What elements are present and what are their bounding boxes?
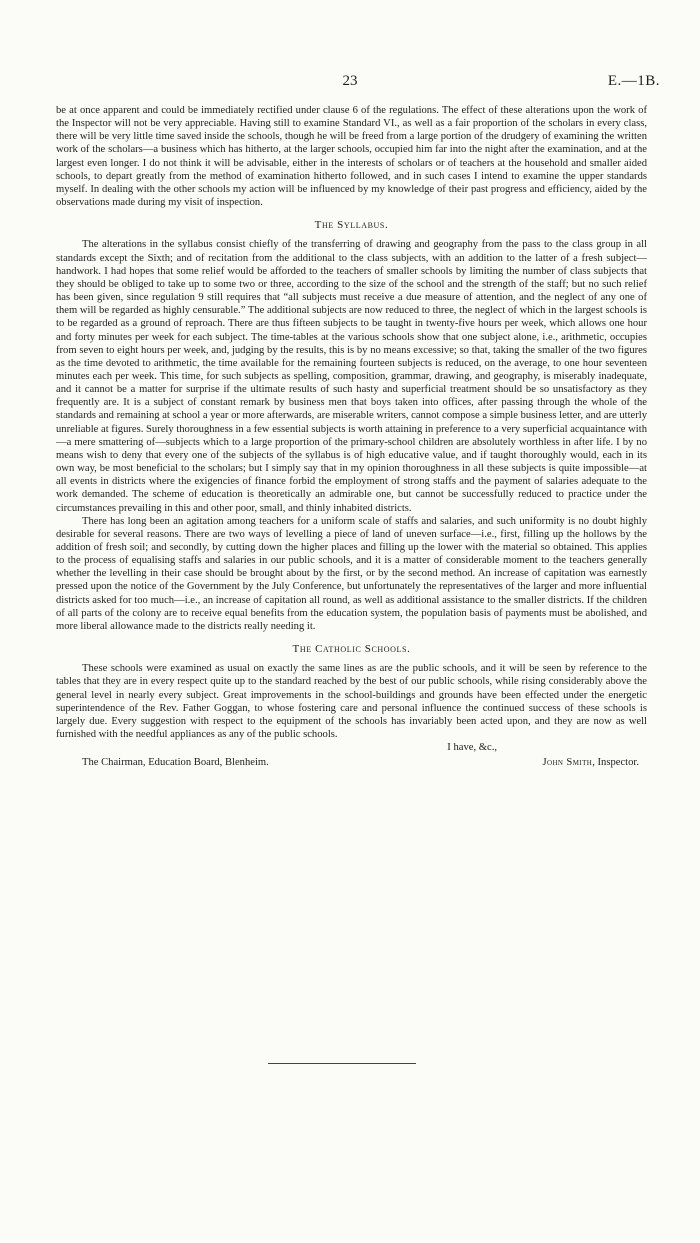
catholic-schools-paragraph: These schools were examined as usual on exactly the same lines as are the public schools, and it will be seen by reference to the tables that they are in every respect quite up to the standard reached by the best of our public schools, while rising considerably above the general level in nearly every subject. Great improvements in the school-buildings and grounds have been effected under the energetic superintendence of the Rev. Father Goggan, to whose fostering care and personal influence the continued success of these schools is largely due. Every suggestion with respect to the equipment of the schools has invariably been acted upon, and they are now as well furnished with the needful appliances as any of the public schools.	[56, 663, 647, 741]
syllabus-paragraph-1: The alterations in the syllabus consist chiefly of the transferring of drawing and geography from the pass to the class group in all standards except the Sixth; and of recitation from the additional to the class subjects, with an addition to the latter of a fresh subject—handwork. I had hopes that some relief would be afforded to the teachers of smaller schools by limiting the number of class subjects that they should be obliged to take up to some two or three, according to the size of the school and the strength of the staff; but no such relief has been given, since regulation 9 still requires that “all subjects must receive a due measure of attention, and the neglect of any one of them will be regarded as highly censurable.” The additional subjects are now reduced to three, the neglect of which in the largest schools is to be regarded as a ground of reproach. There are thus fifteen subjects to be taught in twenty-five hours per week, which allows one hour and forty minutes per week for each subject. The time-tables at the various schools show that one subject alone, i.e., arithmetic, occupies from seven to eight hours per week, and, judging by the results, this is by no means excessive; so that, taking the smaller of the two figures as the time devoted to arithmetic, the time available for the remaining fourteen subjects is reduced, on the average, to one hour seventeen minutes each per week. This time, for such subjects as spelling, composition, grammar, drawing, and geography, is miserably inadequate, and it cannot be a matter for surprise if the ultimate results of such hasty and superficial treatment should be so unsatisfactory as they frequently are. It is a subject of constant remark by business men that boys taken into offices, after passing through the whole of the standards and remaining at school a year or more afterwards, are miserable writers, cannot compose a simple business letter, and are utterly unreliable at figures. Surely thoroughness in a few essential subjects is worth attaining in preference to a very superficial acquaintance with—a mere smattering of—subjects which to a large proportion of the primary-school children are absolutely worthless in after life. I by no means wish to deny that every one of the subjects of the syllabus is of high educative value, and if taught thoroughly would, each in its own way, be most beneficial to the scholars; but I simply say that in my opinion thoroughness in all these subjects is quite impossible—at all events in districts where the exigencies of finance forbid the employment of strong staffs and the payment of salaries adequate to the work demanded. The scheme of education is theoretically an admirable one, but cannot be successfully reduced to practice under the circumstances prevailing in this and other poor, small, and thinly inhabited districts.	[56, 239, 647, 514]
end-rule	[268, 1063, 416, 1064]
addressee: The Chairman, Education Board, Blenheim.	[82, 757, 269, 769]
signature-block	[56, 754, 647, 769]
syllabus-heading: The Syllabus.	[314, 219, 389, 232]
page-number: 23	[342, 73, 358, 89]
signature-title: , Inspector.	[592, 757, 639, 769]
syllabus-paragraph-2: There has long been an agitation among teachers for a uniform scale of staffs and salaries, and such uniformity is no doubt highly desirable for several reasons. There are two ways of levelling a piece of land of uneven surface—i.e., first, filling up the hollows by the addition of fresh soil; and secondly, by cutting down the higher places and filling up the lower with the material so obtained. This applies to the process of equalising staffs and salaries in our public schools, and it is a matter of considerable moment to the teachers generally whether the levelling in their case should be brought about by the first, or by the second method. An increase of capitation was earnestly pressed upon the notice of the Government by the July Conference, but unfortunately the representatives of the larger and more influential districts asked for too much—i.e., an increase of capitation all round, as well as additional assistance to the smaller districts. If the children of all parts of the colony are to receive equal benefits from the education system, the population basis of payments must be abolished, and more liberal allowance made to the districts really needing it.	[56, 515, 647, 632]
intro-paragraph: be at once apparent and could be immediately rectified under clause 6 of the regulations. The effect of these alterations upon the work of the Inspector will not be very appreciable. Having still to examine Standard VI., as well as a fair proportion of the scholars in every class, there will be very little time saved inside the schools, though he will be freed from a large portion of the drudgery of examining the written work of the scholars—a business which has hitherto, at the larger schools, occupied him far into the night after the examination, and at the largest even longer. I do not think it will be advisable, either in the interests of scholars or of teachers at the household and smaller aided schools, to depart greatly from the method of examination hitherto followed, and in such cases I intend to examine the upper standards myself. In dealing with the other schools my action will be influenced by my knowledge of their past progress and efficiency, aided by the observations made during my visit of inspection.	[56, 105, 647, 209]
signature	[543, 756, 640, 769]
page-reference: E.—1B.	[607, 73, 660, 89]
catholic-schools-heading: The Catholic Schools.	[292, 643, 411, 656]
signature-name: John Smith	[542, 757, 593, 769]
salutation: I have, &c.,	[447, 742, 497, 754]
report-body	[56, 104, 647, 770]
